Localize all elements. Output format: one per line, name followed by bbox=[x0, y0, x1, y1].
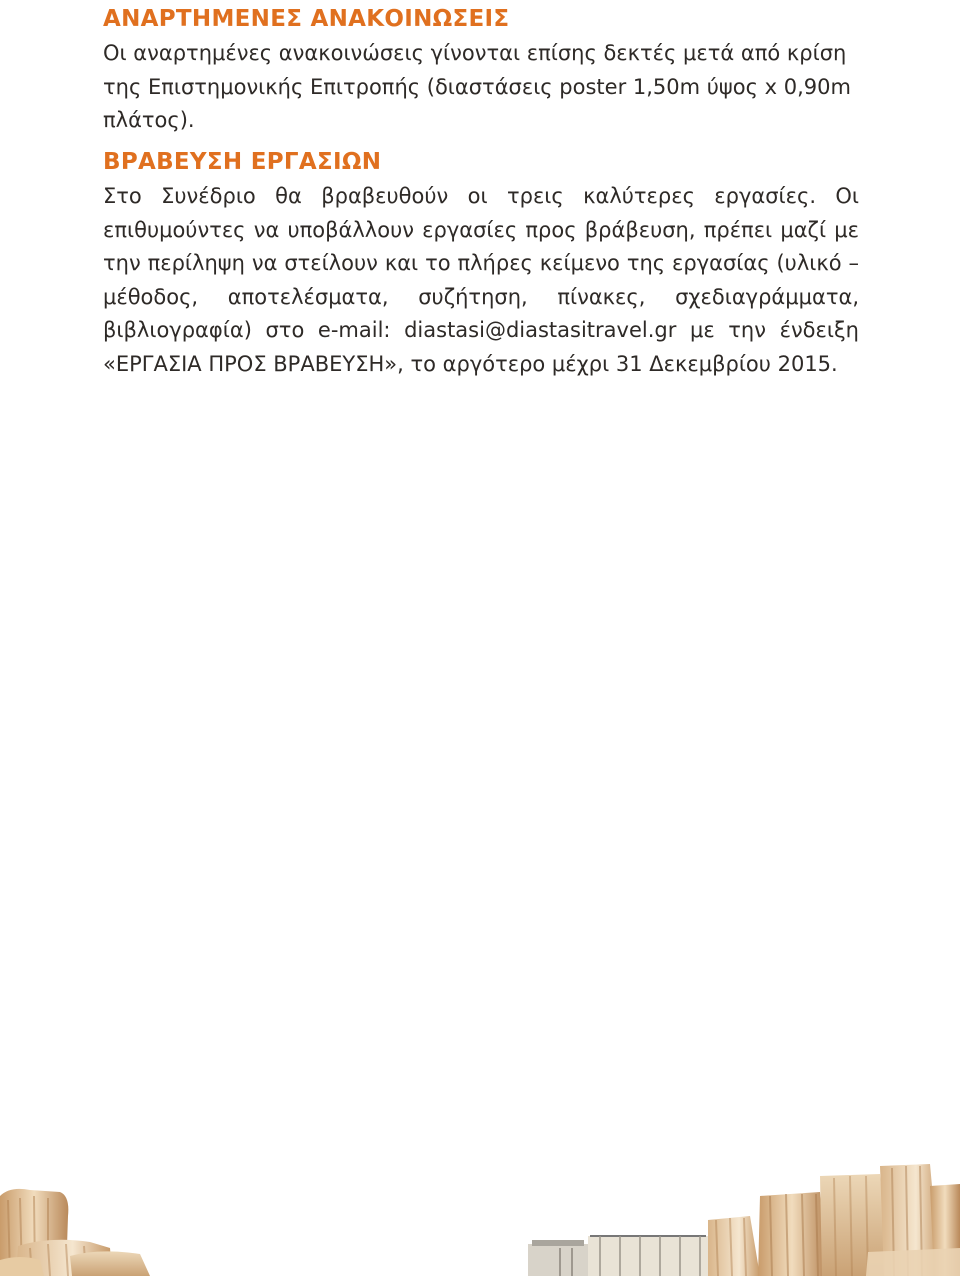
left-column-ruins bbox=[0, 1189, 150, 1276]
awards-paragraph: Στο Συνέδριο θα βραβευθούν οι τρεις καλύτερες εργασίες. Οι επιθυμούντες να υποβάλλουν εργασίες προς βράβευση, πρέπει μαζί με την περίληψη να στείλουν και το πλήρες κείμενο της εργασίας (υλικό – μέθοδος, αποτελέσματα, συζήτηση, πίνακες, σχεδιαγράμματα, βιβλιογραφία) στο e-mail: diastasi@diastasitravel.gr με την ένδειξη «ΕΡΓΑΣΙΑ ΠΡΟΣ ΒΡΑΒΕΥΣΗ», το αργότερο μέχρι 31 Δεκεμβρίου 2015. bbox=[103, 184, 859, 376]
section-poster-presentations bbox=[103, 3, 859, 138]
ancient-ruins-image bbox=[0, 1156, 960, 1276]
section-awards bbox=[103, 146, 859, 381]
posters-paragraph: Οι αναρτημένες ανακοινώσεις γίνονται επίσης δεκτές μετά από κρίση της Επιστημονικής Επιτροπής (διαστάσεις poster 1,50m ύψος x 0,90m πλάτος). bbox=[103, 41, 851, 132]
right-column-ruins bbox=[528, 1164, 960, 1276]
section-heading-posters: ΑΝΑΡΤΗΜΕΝΕΣ ΑΝΑΚΟΙΝΩΣΕΙΣ bbox=[103, 6, 510, 32]
section-heading-awards: ΒΡΑΒΕΥΣΗ ΕΡΓΑΣΙΩΝ bbox=[103, 149, 382, 175]
